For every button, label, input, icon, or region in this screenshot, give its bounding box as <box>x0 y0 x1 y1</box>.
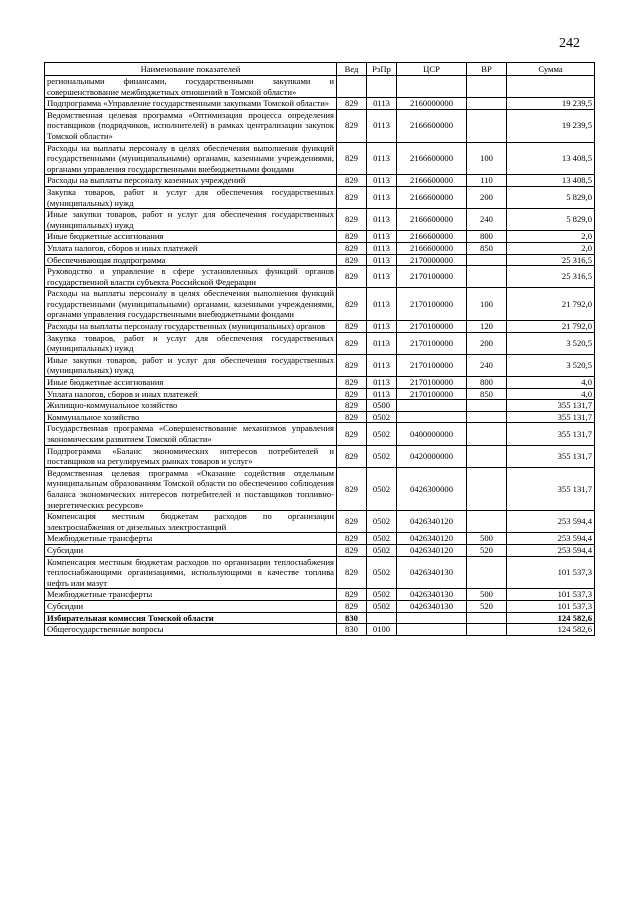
cell-sum: 4,0 <box>507 388 595 400</box>
cell-rzpr: 0113 <box>367 242 397 254</box>
cell-ved: 829 <box>337 266 367 288</box>
cell-ved: 829 <box>337 556 367 589</box>
cell-ved: 829 <box>337 544 367 556</box>
table-row <box>45 231 595 243</box>
cell-sum: 253 594,4 <box>507 511 595 533</box>
table-row <box>45 533 595 545</box>
cell-csr: 0400000000 <box>397 423 467 445</box>
cell-sum: 101 537,3 <box>507 600 595 612</box>
cell-sum: 101 537,3 <box>507 589 595 601</box>
cell-vr: 100 <box>467 288 507 321</box>
cell-sum: 355 131,7 <box>507 445 595 467</box>
cell-vr <box>467 445 507 467</box>
cell-rzpr: 0502 <box>367 600 397 612</box>
cell-rzpr: 0113 <box>367 354 397 376</box>
cell-name: Расходы на выплаты персоналу в целях обеспечения выполнения функций государственными (муниципальными) органами, казенными учреждениями, органами управления государственными внебюджетными фондами <box>45 288 337 321</box>
cell-csr: 2170100000 <box>397 332 467 354</box>
cell-vr: 850 <box>467 388 507 400</box>
cell-rzpr: 0113 <box>367 98 397 110</box>
table-row <box>45 254 595 266</box>
table-row <box>45 98 595 110</box>
cell-ved: 829 <box>337 354 367 376</box>
cell-vr: 850 <box>467 242 507 254</box>
cell-vr: 120 <box>467 321 507 333</box>
cell-vr: 800 <box>467 377 507 389</box>
table-header-row <box>45 63 595 76</box>
cell-vr <box>467 400 507 412</box>
cell-sum: 13 408,5 <box>507 175 595 187</box>
cell-sum: 355 131,7 <box>507 400 595 412</box>
cell-rzpr: 0113 <box>367 209 397 231</box>
cell-ved: 829 <box>337 467 367 510</box>
cell-csr: 0426340130 <box>397 556 467 589</box>
header-ved: Вед <box>337 63 367 76</box>
cell-ved: 829 <box>337 533 367 545</box>
cell-name: Расходы на выплаты персоналу в целях обеспечения выполнения функций государственными (муниципальными) органами, казенными учреждениями, органами управления государственными внебюджетными фондами <box>45 142 337 175</box>
table-row <box>45 423 595 445</box>
cell-rzpr: 0502 <box>367 556 397 589</box>
cell-csr: 2166600000 <box>397 242 467 254</box>
cell-name: Межбюджетные трансферты <box>45 533 337 545</box>
cell-csr: 2170100000 <box>397 388 467 400</box>
cell-sum: 2,0 <box>507 231 595 243</box>
cell-name: Ведомственная целевая программа «Оптимизация процесса определения поставщиков (подрядчиков, исполнителей) в рамках централизации закупок Томской области» <box>45 109 337 142</box>
cell-name: Обеспечивающая подпрограмма <box>45 254 337 266</box>
cell-ved: 829 <box>337 98 367 110</box>
cell-ved: 829 <box>337 321 367 333</box>
header-name: Наименование показателей <box>45 63 337 76</box>
cell-sum: 124 582,6 <box>507 624 595 636</box>
cell-csr: 2166600000 <box>397 209 467 231</box>
table-row <box>45 76 595 98</box>
cell-ved: 829 <box>337 423 367 445</box>
cell-rzpr: 0113 <box>367 388 397 400</box>
table-row <box>45 589 595 601</box>
cell-ved: 829 <box>337 142 367 175</box>
cell-rzpr: 0113 <box>367 142 397 175</box>
cell-name: Жилищно-коммунальное хозяйство <box>45 400 337 412</box>
cell-vr <box>467 98 507 110</box>
cell-ved: 829 <box>337 411 367 423</box>
cell-name: Субсидии <box>45 600 337 612</box>
table-row <box>45 612 595 624</box>
cell-rzpr: 0113 <box>367 288 397 321</box>
table-row <box>45 377 595 389</box>
cell-ved <box>337 76 367 98</box>
cell-csr: 2166600000 <box>397 109 467 142</box>
table-body <box>45 76 595 636</box>
cell-sum: 355 131,7 <box>507 423 595 445</box>
cell-ved: 829 <box>337 109 367 142</box>
table-row <box>45 511 595 533</box>
cell-vr <box>467 266 507 288</box>
table-row <box>45 209 595 231</box>
cell-rzpr: 0113 <box>367 254 397 266</box>
header-csr: ЦСР <box>397 63 467 76</box>
cell-sum: 2,0 <box>507 242 595 254</box>
cell-sum: 25 316,5 <box>507 266 595 288</box>
cell-vr <box>467 109 507 142</box>
cell-rzpr: 0502 <box>367 467 397 510</box>
cell-sum: 253 594,4 <box>507 544 595 556</box>
table-row <box>45 109 595 142</box>
page-number: 242 <box>559 36 580 51</box>
cell-name: Избирательная комиссия Томской области <box>45 612 337 624</box>
cell-csr: 0426340120 <box>397 511 467 533</box>
cell-rzpr: 0113 <box>367 321 397 333</box>
table-row <box>45 445 595 467</box>
cell-rzpr: 0113 <box>367 231 397 243</box>
cell-sum <box>507 76 595 98</box>
cell-vr <box>467 467 507 510</box>
cell-vr <box>467 411 507 423</box>
cell-csr: 2170100000 <box>397 354 467 376</box>
cell-sum: 25 316,5 <box>507 254 595 266</box>
cell-vr: 110 <box>467 175 507 187</box>
cell-ved: 830 <box>337 624 367 636</box>
cell-sum: 3 520,5 <box>507 332 595 354</box>
cell-vr <box>467 254 507 266</box>
table-row <box>45 624 595 636</box>
cell-csr: 0426340130 <box>397 600 467 612</box>
cell-csr <box>397 411 467 423</box>
cell-csr: 2170100000 <box>397 321 467 333</box>
cell-vr: 240 <box>467 354 507 376</box>
table-row <box>45 242 595 254</box>
cell-csr: 0426340120 <box>397 533 467 545</box>
cell-rzpr: 0502 <box>367 589 397 601</box>
cell-csr <box>397 612 467 624</box>
cell-ved: 829 <box>337 186 367 208</box>
cell-rzpr: 0113 <box>367 266 397 288</box>
table-row <box>45 288 595 321</box>
table-row <box>45 467 595 510</box>
header-rzpr: РзПр <box>367 63 397 76</box>
cell-rzpr: 0113 <box>367 175 397 187</box>
cell-sum: 4,0 <box>507 377 595 389</box>
cell-csr: 2166600000 <box>397 231 467 243</box>
cell-csr: 2170100000 <box>397 288 467 321</box>
cell-name: Иные закупки товаров, работ и услуг для обеспечения государственных (муниципальных) нужд <box>45 209 337 231</box>
cell-name: Подпрограмма «Баланс экономических интересов потребителей и поставщиков на регулируемых рынках товаров и услуг» <box>45 445 337 467</box>
cell-ved: 829 <box>337 231 367 243</box>
table-row <box>45 186 595 208</box>
table-row <box>45 354 595 376</box>
cell-vr <box>467 423 507 445</box>
cell-csr: 0426300000 <box>397 467 467 510</box>
cell-csr: 2170100000 <box>397 266 467 288</box>
budget-table <box>44 62 595 636</box>
cell-vr <box>467 612 507 624</box>
cell-rzpr: 0113 <box>367 109 397 142</box>
cell-sum: 3 520,5 <box>507 354 595 376</box>
cell-csr <box>397 624 467 636</box>
cell-rzpr: 0113 <box>367 332 397 354</box>
table-row <box>45 411 595 423</box>
cell-name: Иные закупки товаров, работ и услуг для обеспечения государственных (муниципальных) нужд <box>45 354 337 376</box>
cell-name: Ведомственная целевая программа «Оказание содействия отдельным муниципальным образованиям Томской области по обеспечению соблюдения баланса экономических интересов потребителей и поставщиков топливно-энергетических ресурсов» <box>45 467 337 510</box>
cell-vr <box>467 511 507 533</box>
table-row <box>45 266 595 288</box>
table-row <box>45 142 595 175</box>
cell-sum: 101 537,3 <box>507 556 595 589</box>
cell-vr: 240 <box>467 209 507 231</box>
cell-csr: 2160000000 <box>397 98 467 110</box>
cell-name: Расходы на выплаты персоналу казенных учреждений <box>45 175 337 187</box>
cell-rzpr: 0502 <box>367 544 397 556</box>
cell-rzpr: 0100 <box>367 624 397 636</box>
cell-ved: 829 <box>337 209 367 231</box>
cell-name: Компенсация местным бюджетам расходов по организации электроснабжения от дизельных электростанций <box>45 511 337 533</box>
cell-sum: 355 131,7 <box>507 467 595 510</box>
cell-name: Иные бюджетные ассигнования <box>45 377 337 389</box>
cell-name: Компенсация местным бюджетам расходов по организации теплоснабжения теплоснабжающими организациями, использующими в качестве топлива нефть или мазут <box>45 556 337 589</box>
cell-rzpr: 0502 <box>367 511 397 533</box>
cell-sum: 5 829,0 <box>507 186 595 208</box>
cell-csr: 2166600000 <box>397 186 467 208</box>
cell-name: Уплата налогов, сборов и иных платежей <box>45 388 337 400</box>
table-row <box>45 544 595 556</box>
cell-rzpr: 0502 <box>367 445 397 467</box>
header-vr: ВР <box>467 63 507 76</box>
cell-sum: 13 408,5 <box>507 142 595 175</box>
cell-ved: 829 <box>337 242 367 254</box>
cell-rzpr: 0502 <box>367 411 397 423</box>
cell-name: региональными финансами, государственными закупками и совершенствование межбюджетных отношений в Томской области» <box>45 76 337 98</box>
cell-name: Закупка товаров, работ и услуг для обеспечения государственных (муниципальных) нужд <box>45 332 337 354</box>
table-row <box>45 332 595 354</box>
cell-vr: 200 <box>467 186 507 208</box>
header-sum: Сумма <box>507 63 595 76</box>
cell-vr: 520 <box>467 600 507 612</box>
cell-name: Расходы на выплаты персоналу государственных (муниципальных) органов <box>45 321 337 333</box>
table-row <box>45 556 595 589</box>
cell-ved: 829 <box>337 332 367 354</box>
cell-ved: 829 <box>337 445 367 467</box>
cell-vr: 100 <box>467 142 507 175</box>
cell-sum: 124 582,6 <box>507 612 595 624</box>
cell-vr <box>467 556 507 589</box>
cell-name: Коммунальное хозяйство <box>45 411 337 423</box>
cell-vr <box>467 624 507 636</box>
cell-vr: 520 <box>467 544 507 556</box>
cell-vr: 800 <box>467 231 507 243</box>
cell-csr: 0426340130 <box>397 589 467 601</box>
cell-ved: 829 <box>337 377 367 389</box>
cell-rzpr: 0502 <box>367 533 397 545</box>
cell-ved: 829 <box>337 288 367 321</box>
table-row <box>45 400 595 412</box>
cell-name: Уплата налогов, сборов и иных платежей <box>45 242 337 254</box>
cell-sum: 253 594,4 <box>507 533 595 545</box>
cell-sum: 19 239,5 <box>507 109 595 142</box>
cell-csr: 2166600000 <box>397 142 467 175</box>
table-row <box>45 388 595 400</box>
cell-name: Руководство и управление в сфере установленных функций органов государственной власти субъекта Российской Федерации <box>45 266 337 288</box>
cell-rzpr: 0113 <box>367 377 397 389</box>
cell-rzpr <box>367 612 397 624</box>
cell-rzpr: 0502 <box>367 423 397 445</box>
cell-csr: 2166600000 <box>397 175 467 187</box>
cell-sum: 355 131,7 <box>507 411 595 423</box>
cell-vr: 500 <box>467 533 507 545</box>
cell-ved: 829 <box>337 254 367 266</box>
cell-csr <box>397 400 467 412</box>
cell-vr: 500 <box>467 589 507 601</box>
cell-csr: 2170000000 <box>397 254 467 266</box>
cell-csr: 0420000000 <box>397 445 467 467</box>
cell-sum: 5 829,0 <box>507 209 595 231</box>
cell-name: Подпрограмма «Управление государственными закупками Томской области» <box>45 98 337 110</box>
table-row <box>45 600 595 612</box>
cell-ved: 829 <box>337 175 367 187</box>
cell-csr <box>397 76 467 98</box>
cell-ved: 829 <box>337 511 367 533</box>
cell-name: Общегосударственные вопросы <box>45 624 337 636</box>
cell-ved: 830 <box>337 612 367 624</box>
cell-ved: 829 <box>337 589 367 601</box>
table-row <box>45 321 595 333</box>
cell-ved: 829 <box>337 400 367 412</box>
cell-rzpr: 0113 <box>367 186 397 208</box>
cell-name: Государственная программа «Совершенствование механизмов управления экономическим развитием Томской области» <box>45 423 337 445</box>
cell-ved: 829 <box>337 388 367 400</box>
cell-sum: 21 792,0 <box>507 321 595 333</box>
cell-name: Межбюджетные трансферты <box>45 589 337 601</box>
cell-rzpr: 0500 <box>367 400 397 412</box>
cell-ved: 829 <box>337 600 367 612</box>
cell-name: Иные бюджетные ассигнования <box>45 231 337 243</box>
cell-csr: 0426340120 <box>397 544 467 556</box>
cell-rzpr <box>367 76 397 98</box>
cell-csr: 2170100000 <box>397 377 467 389</box>
cell-name: Закупка товаров, работ и услуг для обеспечения государственных (муниципальных) нужд <box>45 186 337 208</box>
cell-name: Субсидии <box>45 544 337 556</box>
cell-vr <box>467 76 507 98</box>
table-row <box>45 175 595 187</box>
cell-vr: 200 <box>467 332 507 354</box>
cell-sum: 19 239,5 <box>507 98 595 110</box>
cell-sum: 21 792,0 <box>507 288 595 321</box>
